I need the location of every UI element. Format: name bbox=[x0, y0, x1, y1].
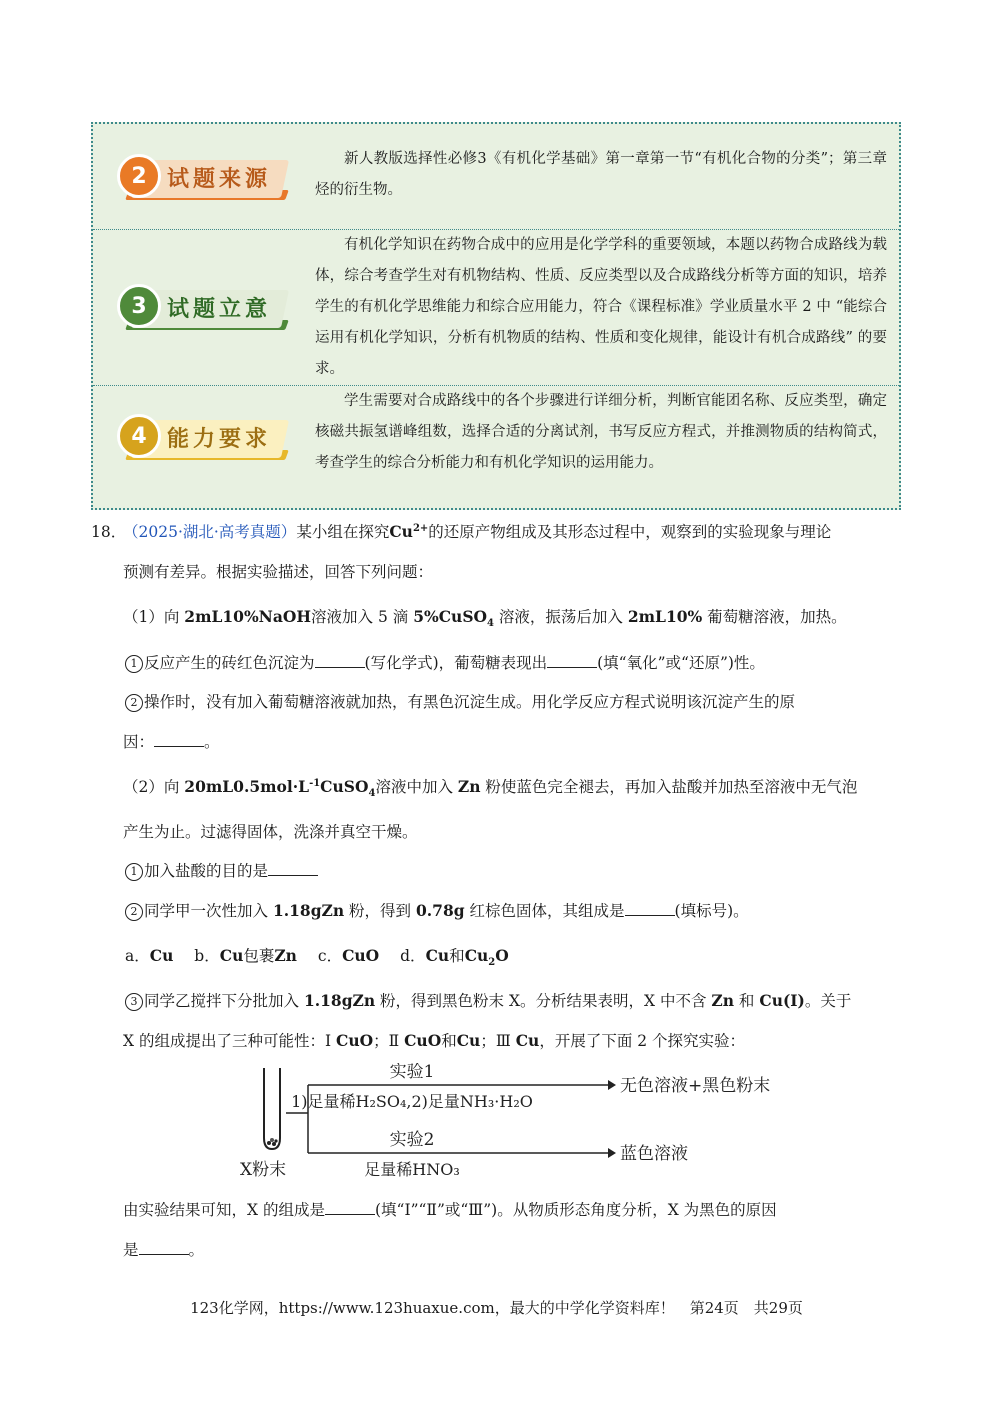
exp2-condition: 足量稀HNO₃ bbox=[364, 1160, 460, 1179]
stem-text: 某小组在探究 bbox=[296, 523, 390, 541]
badge-number: 2 bbox=[117, 154, 161, 198]
circled-number: 2 bbox=[125, 694, 143, 712]
exp1-label: 实验1 bbox=[389, 1063, 435, 1082]
part2-intro-line2: 产生为止。过滤得固体，洗涤并真空干燥。 bbox=[123, 823, 418, 841]
arrow-head-icon bbox=[608, 1080, 616, 1090]
part1-q2-line2: 因： 。 bbox=[123, 733, 220, 751]
exp2-label: 实验2 bbox=[389, 1130, 435, 1150]
option-b: b．Cu包裹Zn bbox=[194, 946, 297, 965]
formula-sup: 2+ bbox=[412, 522, 429, 534]
part2-q3: 3 同学乙搅拌下分批加入 1.18gZn 粉，得到黑色粉末 X。分析结果表明，X 中不含 Zn 和 Cu(Ⅰ)。关于 bbox=[125, 989, 993, 1011]
exp1-condition: 1)足量稀H₂SO₄,2)足量NH₃·H₂O bbox=[291, 1092, 533, 1111]
circled-number: 3 bbox=[125, 993, 143, 1011]
answer-blank[interactable] bbox=[139, 1240, 189, 1255]
info-row-ability bbox=[93, 385, 899, 508]
badge-number: 4 bbox=[117, 414, 161, 458]
page-footer: 123化学网，https://www.123huaxue.com，最大的中学化学资料库！ 第24页 共29页 bbox=[190, 1299, 803, 1317]
final-question-line2: 是 。 bbox=[123, 1241, 205, 1259]
arrow-head-icon bbox=[608, 1148, 616, 1158]
answer-blank[interactable] bbox=[154, 732, 204, 747]
answer-blank[interactable] bbox=[315, 653, 365, 668]
stem-line-2: 预测有差异。根据实验描述，回答下列问题： bbox=[123, 563, 434, 581]
badge-label: 试题立意 bbox=[167, 297, 272, 322]
test-tube-icon bbox=[264, 1068, 280, 1149]
option-c: c．CuO bbox=[317, 946, 380, 965]
part1-q2: 2 操作时，没有加入葡萄糖溶液就加热，有黑色沉淀生成。用化学反应方程式说明该沉淀产生的原 bbox=[125, 690, 993, 712]
answer-blank[interactable] bbox=[325, 1200, 375, 1215]
question-number: 18． bbox=[91, 523, 127, 541]
badge-intent bbox=[117, 280, 287, 336]
part2-q1: 1 加入盐酸的目的是 bbox=[125, 859, 993, 881]
answer-blank[interactable] bbox=[547, 653, 597, 668]
badge-number: 3 bbox=[117, 284, 161, 328]
part2-q2: 2 同学甲一次性加入 1.18gZn 粉，得到 0.78g 红棕色固体，其组成是 (填标号)。 bbox=[125, 899, 993, 921]
part1-intro: （1）向 2mL10%NaOH溶液加入 5 滴 5%CuSO$_4$ 溶液，振荡后加入 2mL10% 葡萄糖溶液，加热。 bbox=[123, 607, 847, 630]
question-source: （2025·湖北·高考真题） bbox=[123, 523, 297, 541]
info-row-source bbox=[93, 124, 902, 229]
answer-blank[interactable] bbox=[625, 901, 675, 916]
info-box bbox=[91, 122, 901, 510]
badge-label: 能力要求 bbox=[167, 427, 272, 452]
circled-number: 2 bbox=[125, 903, 143, 921]
badge-source bbox=[117, 150, 287, 206]
circled-number: 1 bbox=[125, 863, 143, 881]
stem-text: 的还原产物组成及其形态过程中，观察到的实验现象与理论 bbox=[428, 523, 832, 541]
part2-q3-line2: X 的组成提出了三种可能性：Ⅰ CuO；Ⅱ CuO和Cu；Ⅲ Cu，开展了下面 2 个探究实验： bbox=[123, 1031, 746, 1050]
experiment-diagram bbox=[236, 1063, 796, 1183]
formula: Cu bbox=[389, 522, 413, 541]
part1-q1: 1 反应产生的砖红色沉淀为 (写化学式)，葡萄糖表现出 (填“氧化”或“还原”)性。 bbox=[125, 651, 993, 673]
exp2-result: 蓝色溶液 bbox=[620, 1144, 688, 1164]
info-row-intent bbox=[93, 229, 899, 385]
circled-number: 1 bbox=[125, 655, 143, 673]
answer-blank[interactable] bbox=[268, 861, 318, 876]
options-row bbox=[125, 944, 993, 968]
info-text: 学生需要对合成路线中的各个步骤进行详细分析，判断官能团名称、反应类型，确定核磁共振氢谱峰组数，选择合适的分离试剂，书写反应方程式，并推测物质的结构简式，考查学生的综合分析能力和有机化学知识的运用能力。 bbox=[315, 393, 887, 471]
option-a: a．Cu bbox=[125, 946, 174, 965]
info-text: 有机化学知识在药物合成中的应用是化学学科的重要领域，本题以药物合成路线为载体，综合考查学生对有机物结构、性质、反应类型以及合成路线分析等方面的知识，培养学生的有机化学思维能力和综合应用能力，符合《课程标准》学业质量水平 2 中 “能综合运用有机化学知识，分析有机物质的结构、性质和变化规律，能设计有机合成路线” 的要求。 bbox=[315, 237, 887, 377]
option-d: d．Cu和$Cu_2O$ bbox=[400, 946, 509, 969]
info-text: 新人教版选择性必修3《有机化学基础》第一章第一节“有机化合物的分类”；第三章 烃的衍生物。 bbox=[315, 151, 902, 198]
final-question: 由实验结果可知，X 的组成是 (填“Ⅰ”“Ⅱ”或“Ⅲ”)。从物质形态角度分析，X 为黑色的原因 bbox=[123, 1201, 777, 1219]
exp1-result: 无色溶液+黑色粉末 bbox=[620, 1076, 771, 1096]
part2-intro: （2）向 $20mL0.5mol\cdot L^{-1}CuSO_4$溶液中加入 Zn 粉使蓝色完全褪去，再加入盐酸并加热至溶液中无气泡 bbox=[123, 777, 858, 800]
badge-label: 试题来源 bbox=[167, 167, 272, 192]
badge-ability bbox=[117, 410, 287, 466]
tube-label: X粉末 bbox=[240, 1160, 287, 1180]
